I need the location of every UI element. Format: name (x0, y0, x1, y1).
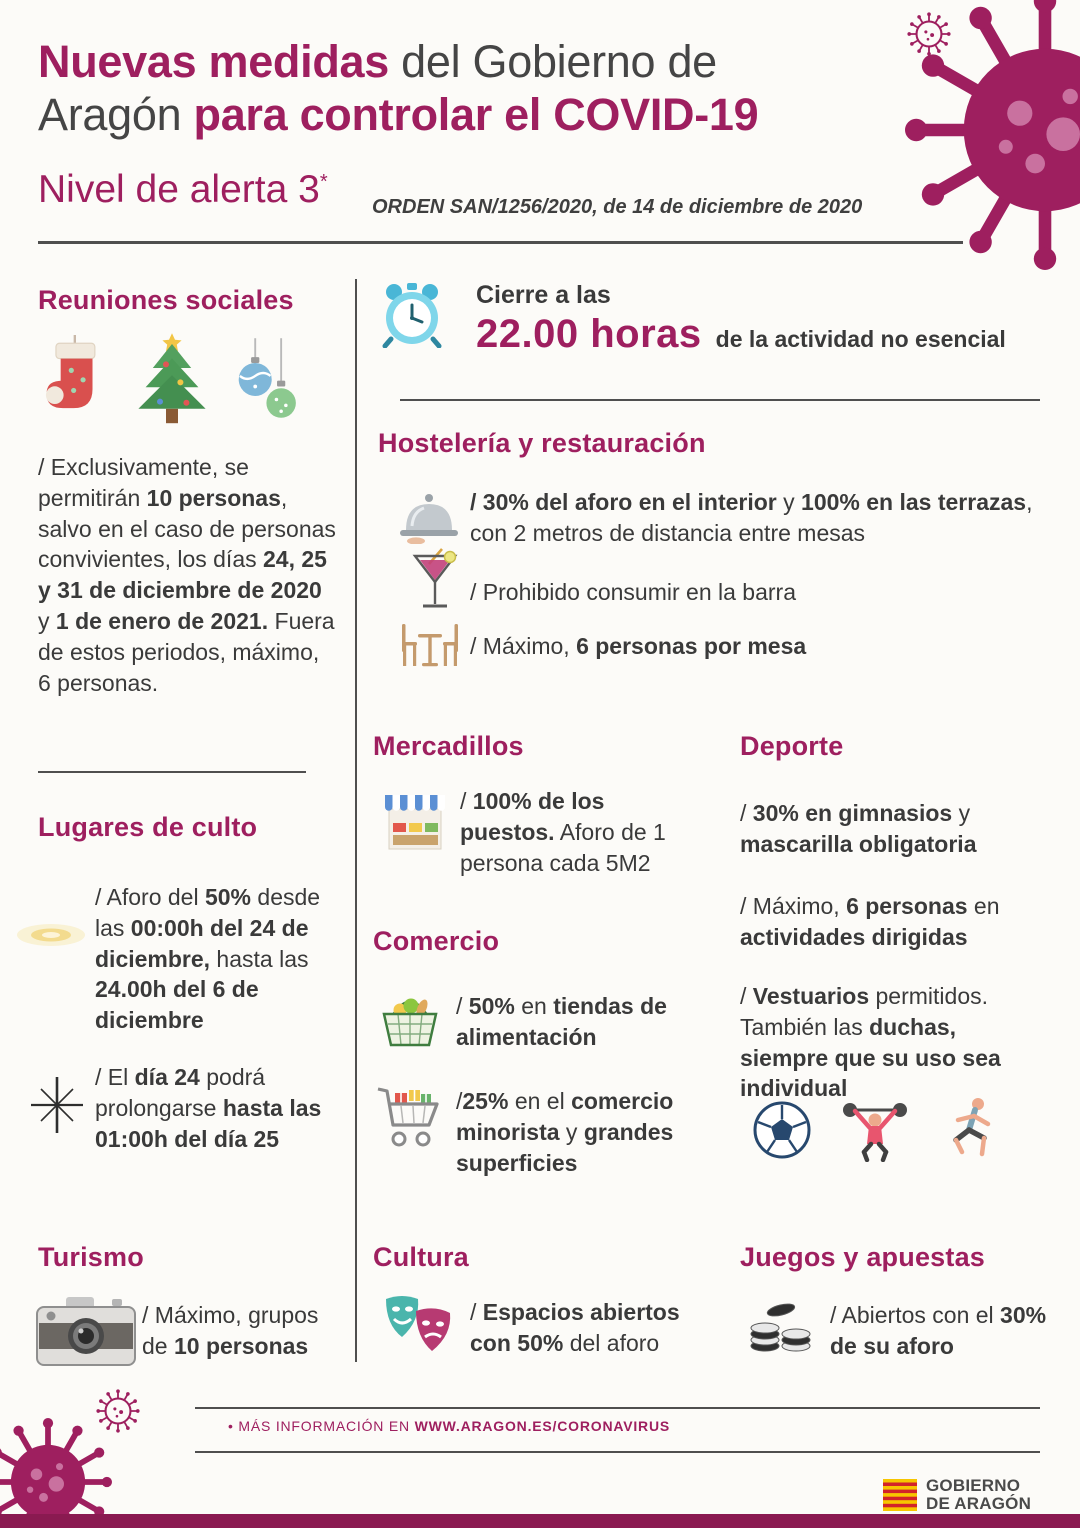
more-info-line: • MÁS INFORMACIÓN EN WWW.ARAGON.ES/CORONAVIRUS (228, 1418, 671, 1434)
section-title-mercadillos: Mercadillos (373, 731, 524, 761)
table-chairs-icon (398, 622, 462, 668)
comercio-item-2: /25% en el comercio minorista y grandes superficies (456, 1088, 674, 1176)
market-stall-icon (383, 791, 447, 853)
grocery-basket-icon (378, 988, 442, 1048)
deporte-item-2: / Máximo, 6 personas en actividades dirigidas (740, 893, 1000, 950)
section-title-hosteleria: Hostelería y restauración (378, 428, 706, 458)
christmas-tree-icon (130, 332, 214, 428)
section-title-comercio: Comercio (373, 926, 500, 956)
closure-divider (400, 399, 1040, 401)
mercadillos-item-1: / 100% de los puestos. Aforo de 1 persona cada 5M2 (460, 788, 666, 876)
section-title-reuniones: Reuniones sociales (38, 285, 294, 315)
football-icon (752, 1100, 812, 1160)
section-title-turismo: Turismo (38, 1242, 144, 1272)
footer-divider-bottom (195, 1451, 1040, 1453)
closure-intro: Cierre a las (476, 281, 611, 309)
closure-scope: de la actividad no esencial (715, 326, 1006, 352)
closure-banner (476, 281, 1051, 357)
turismo-item-1: / Máximo, grupos de 10 personas (142, 1302, 319, 1359)
left-column-divider (38, 771, 306, 773)
deporte-item-3: / Vestuarios permitidos. También las duchas, siempre que su uso sea individual (740, 983, 1001, 1102)
poker-chips-icon (748, 1293, 816, 1355)
deporte-item-1: / 30% en gimnasios y mascarilla obligatoria (740, 800, 977, 857)
reuniones-body: / Exclusivamente, se permitirán 10 personas, salvo en el caso de personas convivientes, los días 24, 25 y 31 de diciembre de 2020 y 1 de enero de 2021. Fuera de estos periodos, máximo, 6 personas. (38, 454, 336, 696)
comercio-item-1: / 50% en tiendas de alimentación (456, 993, 667, 1050)
section-title-deporte: Deporte (740, 731, 844, 761)
alert-asterisk: * (319, 171, 328, 193)
cocktail-icon (412, 548, 458, 618)
virus-solid-icon (0, 1418, 112, 1528)
closure-time: 22.00 horas (476, 312, 702, 356)
order-reference: ORDEN SAN/1256/2020, de 14 de diciembre de 2020 (372, 196, 863, 218)
section-title-juegos: Juegos y apuestas (740, 1242, 986, 1272)
hosteleria-item-3: / Máximo, 6 personas por mesa (470, 633, 807, 659)
camera-icon (36, 1295, 136, 1367)
culto-item-2: / El día 24 podrá prolongarse hasta las 01:00h del día 25 (95, 1064, 322, 1152)
juegos-item-1: / Abiertos con el 30% de su aforo (830, 1302, 1047, 1359)
page-title-line2: Aragón para controlar el COVID-19 (38, 88, 759, 140)
gobierno-aragon-logo (883, 1477, 1031, 1514)
page-title-line1: Nuevas medidas del Gobierno de (38, 36, 717, 87)
cultura-item-1: / Espacios abiertos con 50% del aforo (470, 1299, 680, 1356)
logo-line-2: DE ARAGÓN (926, 1494, 1032, 1514)
culto-item-1: / Aforo del 50% desde las 00:00h del 24 de diciembre, hasta las 24.00h del 6 de diciembre (95, 884, 321, 1034)
sparkle-star-icon (28, 1076, 86, 1134)
virus-solid-icon (905, 0, 1080, 270)
footer-divider-top (195, 1407, 1040, 1409)
page-title (38, 36, 888, 141)
vertical-divider (355, 279, 357, 1362)
section-title-cultura: Cultura (373, 1242, 469, 1272)
stocking-icon (40, 335, 112, 427)
section-title-culto: Lugares de culto (38, 812, 258, 842)
hosteleria-item-1: / 30% del aforo en el interior y 100% en las terrazas, con 2 metros de distancia entre mesas (470, 489, 1033, 546)
ornaments-icon (234, 338, 300, 428)
serving-cloche-icon (398, 492, 460, 544)
hosteleria-item-2: / Prohibido consumir en la barra (470, 579, 796, 605)
bottom-bar (0, 1514, 1080, 1528)
theater-masks-icon (382, 1293, 456, 1355)
alarm-clock-icon (378, 280, 446, 348)
candle-glow-icon (14, 915, 89, 955)
shopping-cart-icon (375, 1085, 443, 1151)
logo-line-1: GOBIERNO (926, 1476, 1021, 1495)
runner-icon (944, 1096, 1002, 1160)
aragon-flag-icon (883, 1479, 917, 1511)
header-divider (38, 241, 963, 244)
alert-level: Nivel de alerta 3* (38, 168, 328, 211)
weightlifter-icon (838, 1098, 912, 1162)
